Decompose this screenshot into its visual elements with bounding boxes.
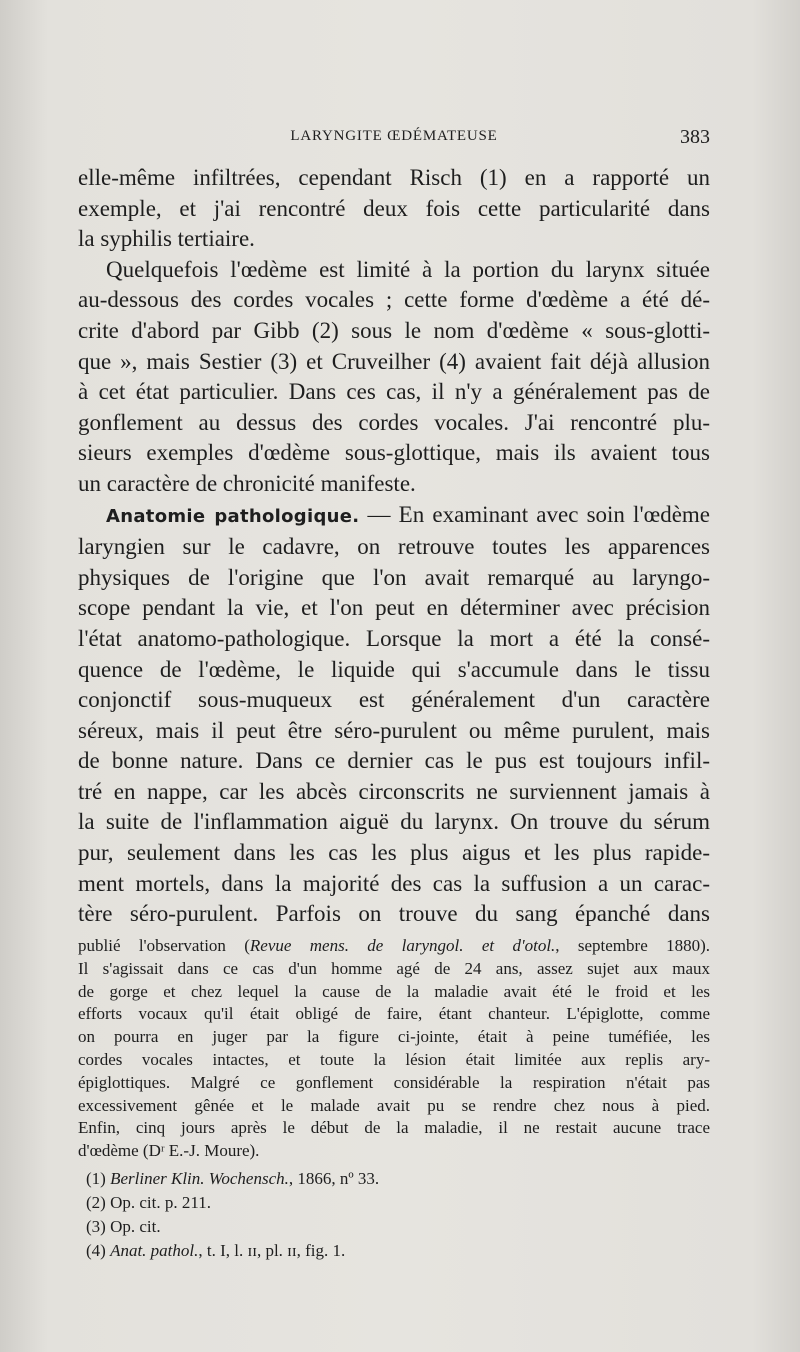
footnote-line: de gorge et chez lequel la cause de la maladie avait été le froid et les [78,981,710,1001]
text-line: que », mais Sestier (3) et Cruveilher (4) avaient fait déjà allusion [78,348,710,374]
section-line-text: — En examinant avec soin l'œdème [367,501,711,527]
text-line: un caractère de chronicité manifeste. [78,470,416,496]
reference-title: Anat. pathol. [110,1240,199,1260]
text-line: séreux, mais il peut être séro-purulent ou même purulent, mais [78,717,710,743]
text-line: sieurs exemples d'œdème sous-glottique, mais ils avaient tous [78,440,710,466]
section-heading: Anatomie pathologique. [106,505,360,527]
footnotes [78,935,710,1263]
text-line: l'état anatomo-pathologique. Lorsque la mort a été la consé- [78,625,710,651]
reference-item [78,1191,710,1215]
text-line: laryngien sur le cadavre, on retrouve toutes les apparences [78,534,710,560]
journal-title: Revue mens. de laryngol. et d'otol. [249,936,556,955]
text-line: quence de l'œdème, le liquide qui s'accumule dans le tissu [78,656,710,682]
section-first-line [78,500,710,533]
text-line: au-dessous des cordes vocales ; cette forme d'œdème a été dé- [78,287,710,313]
text-line: la syphilis tertiaire. [78,226,255,252]
reference-detail: Op. cit. p. 211. [110,1192,211,1212]
text-line: à cet état particulier. Dans ces cas, il n'y a généralement pas de [78,379,710,405]
reference-item [78,1215,710,1239]
footnote-line: cordes vocales intactes, et toute la lésion était limitée aux replis ary- [78,1049,710,1069]
running-title: LARYNGITE ŒDÉMATEUSE [290,128,498,144]
text-line: de bonne nature. Dans ce dernier cas le pus est toujours infil- [78,748,710,774]
text-line: crite d'abord par Gibb (2) sous le nom d'œdème « sous-glotti- [78,317,710,343]
footnote-line [78,935,710,958]
reference-item [78,1167,710,1191]
footnote-line: efforts vocaux qu'il était obligé de faire, étant chanteur. L'épiglotte, comme [78,1004,710,1024]
text-line: tère séro-purulent. Parfois on trouve du sang épanché dans [78,901,710,927]
text-line: elle-même infiltrées, cependant Risch (1) en a rapporté un [78,165,710,190]
footnote-text: publié l'observation ( [78,936,250,955]
reference-detail: Op. cit. [110,1216,161,1236]
reference-number: (4) [86,1240,106,1260]
footnote-line: Il s'agissait dans ce cas d'un homme agé de 24 ans, assez sujet aux maux [78,958,710,978]
reference-list [78,1167,710,1263]
footnote-text: , septembre 1880). [555,936,710,955]
text-line: conjonctif sous-muqueux est généralement d'un caractère [78,687,710,713]
reference-title: Berliner Klin. Wochensch. [110,1168,289,1188]
reference-detail: , t. I, l. ɪɪ, pl. ɪɪ, fig. 1. [198,1240,346,1260]
text-line: scope pendant la vie, et l'on peut en déterminer avec précision [78,595,710,621]
text-line: ment mortels, dans la majorité des cas la suffusion a un carac- [78,870,710,896]
text-line: gonflement au dessus des cordes vocales. J'ai rencontré plu- [78,409,710,435]
footnote-line: épiglottiques. Malgré ce gonflement considérable la respiration n'était pas [78,1072,710,1092]
reference-detail: , 1866, nº 33. [288,1168,380,1188]
reference-number: (2) [86,1192,106,1212]
footnote-line: d'œdème (Dʳ E.-J. Moure). [78,1141,260,1161]
reference-number: (1) [86,1168,106,1188]
running-head [78,126,710,148]
text-line: pur, seulement dans les cas les plus aigus et les plus rapide- [78,840,710,866]
text-line: Quelquefois l'œdème est limité à la portion du larynx située [106,256,710,282]
page-number: 383 [680,126,710,148]
reference-item [78,1239,710,1263]
footnote-line: Enfin, cinq jours après le début de la maladie, il ne restait aucune trace [78,1118,710,1138]
text-line: physiques de l'origine que l'on avait remarqué au laryngo- [78,564,710,590]
footnote-line: on pourra en juger par la figure ci-jointe, était à peine tuméfiée, les [78,1027,710,1047]
main-text [78,163,710,930]
text-line: tré en nappe, car les abcès circonscrits ne surviennent jamais à [78,778,710,804]
reference-number: (3) [86,1216,106,1236]
text-line: la suite de l'inflammation aiguë du larynx. On trouve du sérum [78,809,710,835]
text-line: exemple, et j'ai rencontré deux fois cette particularité dans [78,195,710,221]
footnote-line: excessivement gênée et le malade avait pu se rendre chez nous à pied. [78,1095,710,1115]
